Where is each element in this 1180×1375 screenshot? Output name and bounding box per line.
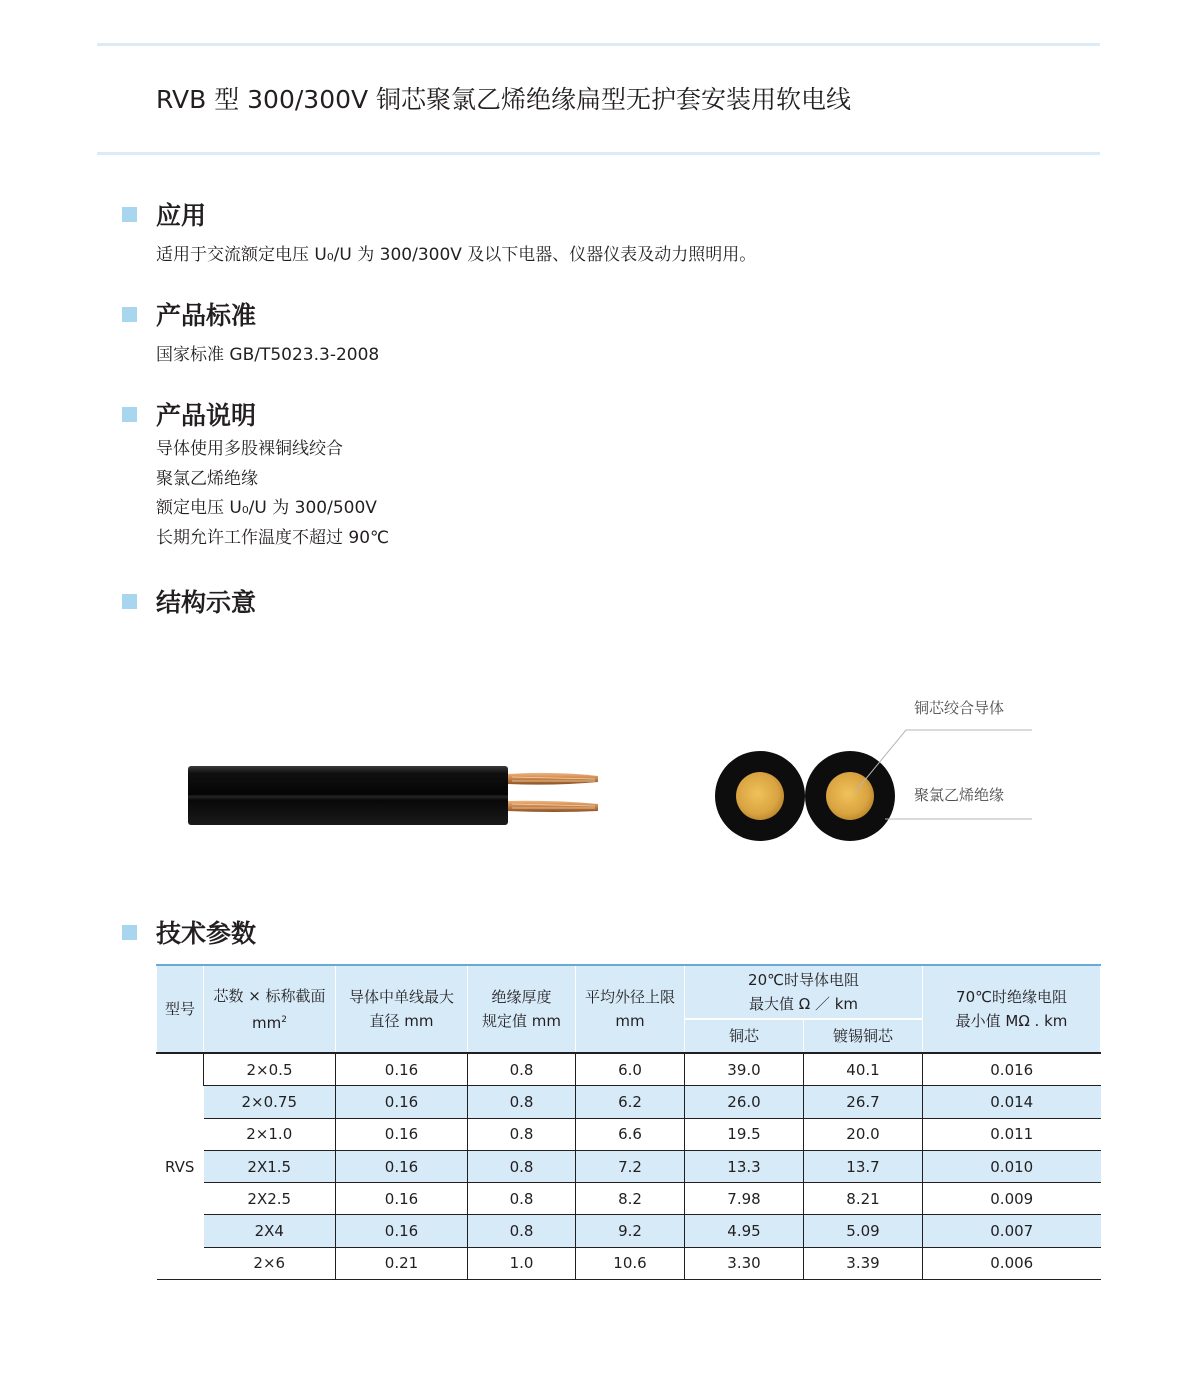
- cell-size: 2X1.5: [204, 1150, 336, 1182]
- square-bullet-icon: [122, 207, 137, 222]
- header-wire-diameter: 导体中单线最大 直径 mm: [336, 965, 468, 1053]
- cell-insulation: 0.8: [468, 1053, 576, 1086]
- table-row: [157, 1183, 1101, 1215]
- cell-size: 2×0.5: [204, 1053, 336, 1086]
- section-heading-text: 产品标准: [156, 301, 257, 330]
- cell-tinned: 8.21: [804, 1183, 923, 1215]
- cell-outer-diameter: 9.2: [576, 1215, 685, 1247]
- cell-insulation-resistance: 0.009: [923, 1183, 1101, 1215]
- cell-tinned: 26.7: [804, 1086, 923, 1118]
- header-copper-core: 铜芯: [685, 1019, 804, 1053]
- cell-copper: 39.0: [685, 1053, 804, 1086]
- callout-conductor-label: 铜芯绞合导体: [914, 699, 1005, 717]
- header-insulation-thickness: 绝缘厚度 规定值 mm: [468, 965, 576, 1053]
- table-row: [157, 1118, 1101, 1150]
- header-insulation-resistance: 70℃时绝缘电阻 最小值 MΩ . km: [923, 965, 1101, 1053]
- header-conductor-resistance: 20℃时导体电阻 最大值 Ω ／ km: [685, 965, 923, 1019]
- cable-side-view: [188, 766, 598, 825]
- cell-insulation: 1.0: [468, 1247, 576, 1279]
- cell-model: RVS: [157, 1053, 204, 1280]
- cell-insulation-resistance: 0.007: [923, 1215, 1101, 1247]
- header-cores-size: 芯数 × 标称截面 $mm^2$: [204, 965, 336, 1053]
- cell-tinned: 3.39: [804, 1247, 923, 1279]
- cell-insulation: 0.8: [468, 1215, 576, 1247]
- cell-insulation: 0.8: [468, 1118, 576, 1150]
- cell-copper: 7.98: [685, 1183, 804, 1215]
- cell-size: 2×1.0: [204, 1118, 336, 1150]
- description-line: 聚氯乙烯绝缘: [156, 468, 258, 489]
- table-row: [157, 1247, 1101, 1279]
- cell-outer-diameter: 6.0: [576, 1053, 685, 1086]
- cell-tinned: 5.09: [804, 1215, 923, 1247]
- cell-insulation: 0.8: [468, 1086, 576, 1118]
- title-divider: [97, 152, 1100, 155]
- cell-wire: 0.16: [336, 1053, 468, 1086]
- cell-wire: 0.21: [336, 1247, 468, 1279]
- cell-outer-diameter: 7.2: [576, 1150, 685, 1182]
- top-divider: [97, 43, 1100, 46]
- square-bullet-icon: [122, 594, 137, 609]
- cell-copper: 13.3: [685, 1150, 804, 1182]
- square-bullet-icon: [122, 407, 137, 422]
- section-heading-text: 结构示意: [156, 588, 257, 617]
- table-row: [157, 1086, 1101, 1118]
- section-heading-text: 应用: [156, 201, 207, 230]
- cell-copper: 4.95: [685, 1215, 804, 1247]
- spec-table: [156, 964, 1101, 1280]
- application-text: 适用于交流额定电压 U₀/U 为 300/300V 及以下电器、仪器仪表及动力照明用。: [156, 245, 757, 265]
- cell-copper: 19.5: [685, 1118, 804, 1150]
- cell-size: 2×6: [204, 1247, 336, 1279]
- table-row: [157, 1150, 1101, 1182]
- callout-insulation-label: 聚氯乙烯绝缘: [914, 786, 1005, 804]
- cell-outer-diameter: 10.6: [576, 1247, 685, 1279]
- section-description-heading: [122, 397, 256, 431]
- cell-wire: 0.16: [336, 1150, 468, 1182]
- standard-text: 国家标准 GB/T5023.3-2008: [156, 345, 380, 365]
- cell-insulation-resistance: 0.010: [923, 1150, 1101, 1182]
- table-row: [157, 1053, 1101, 1086]
- page-title: RVB 型 300/300V 铜芯聚氯乙烯绝缘扁型无护套安装用软电线: [156, 85, 852, 114]
- description-line: 长期允许工作温度不超过 90℃: [156, 527, 390, 548]
- cell-outer-diameter: 8.2: [576, 1183, 685, 1215]
- section-standard-heading: [122, 297, 256, 331]
- cell-tinned: 13.7: [804, 1150, 923, 1182]
- section-heading-text: 技术参数: [156, 919, 257, 948]
- square-bullet-icon: [122, 925, 137, 940]
- cell-insulation-resistance: 0.016: [923, 1053, 1101, 1086]
- cell-outer-diameter: 6.2: [576, 1086, 685, 1118]
- square-bullet-icon: [122, 307, 137, 322]
- header-model: 型号: [157, 965, 204, 1053]
- structure-figure: [0, 640, 1180, 880]
- cell-copper: 3.30: [685, 1247, 804, 1279]
- section-application-heading: [122, 197, 206, 231]
- cell-insulation-resistance: 0.011: [923, 1118, 1101, 1150]
- cell-size: 2×0.75: [204, 1086, 336, 1118]
- cell-insulation-resistance: 0.006: [923, 1247, 1101, 1279]
- cable-cross-section: [715, 751, 895, 841]
- cell-copper: 26.0: [685, 1086, 804, 1118]
- header-tinned-copper-core: 镀锡铜芯: [804, 1019, 923, 1053]
- cell-insulation: 0.8: [468, 1150, 576, 1182]
- cell-size: 2X4: [204, 1215, 336, 1247]
- cell-insulation: 0.8: [468, 1183, 576, 1215]
- section-structure-heading: [122, 584, 256, 618]
- cell-wire: 0.16: [336, 1215, 468, 1247]
- cell-wire: 0.16: [336, 1183, 468, 1215]
- cell-tinned: 40.1: [804, 1053, 923, 1086]
- cell-wire: 0.16: [336, 1086, 468, 1118]
- table-row: [157, 1215, 1101, 1247]
- description-list: [156, 435, 389, 553]
- section-parameters-heading: [122, 915, 256, 949]
- cable-illustration: [0, 640, 1180, 880]
- section-heading-text: 产品说明: [156, 401, 257, 430]
- cell-size: 2X2.5: [204, 1183, 336, 1215]
- header-outer-diameter: 平均外径上限 mm: [576, 965, 685, 1053]
- cell-tinned: 20.0: [804, 1118, 923, 1150]
- cell-wire: 0.16: [336, 1118, 468, 1150]
- cell-insulation-resistance: 0.014: [923, 1086, 1101, 1118]
- description-line: 导体使用多股裸铜线绞合: [156, 439, 343, 459]
- description-line: 额定电压 U₀/U 为 300/500V: [156, 498, 377, 518]
- cell-outer-diameter: 6.6: [576, 1118, 685, 1150]
